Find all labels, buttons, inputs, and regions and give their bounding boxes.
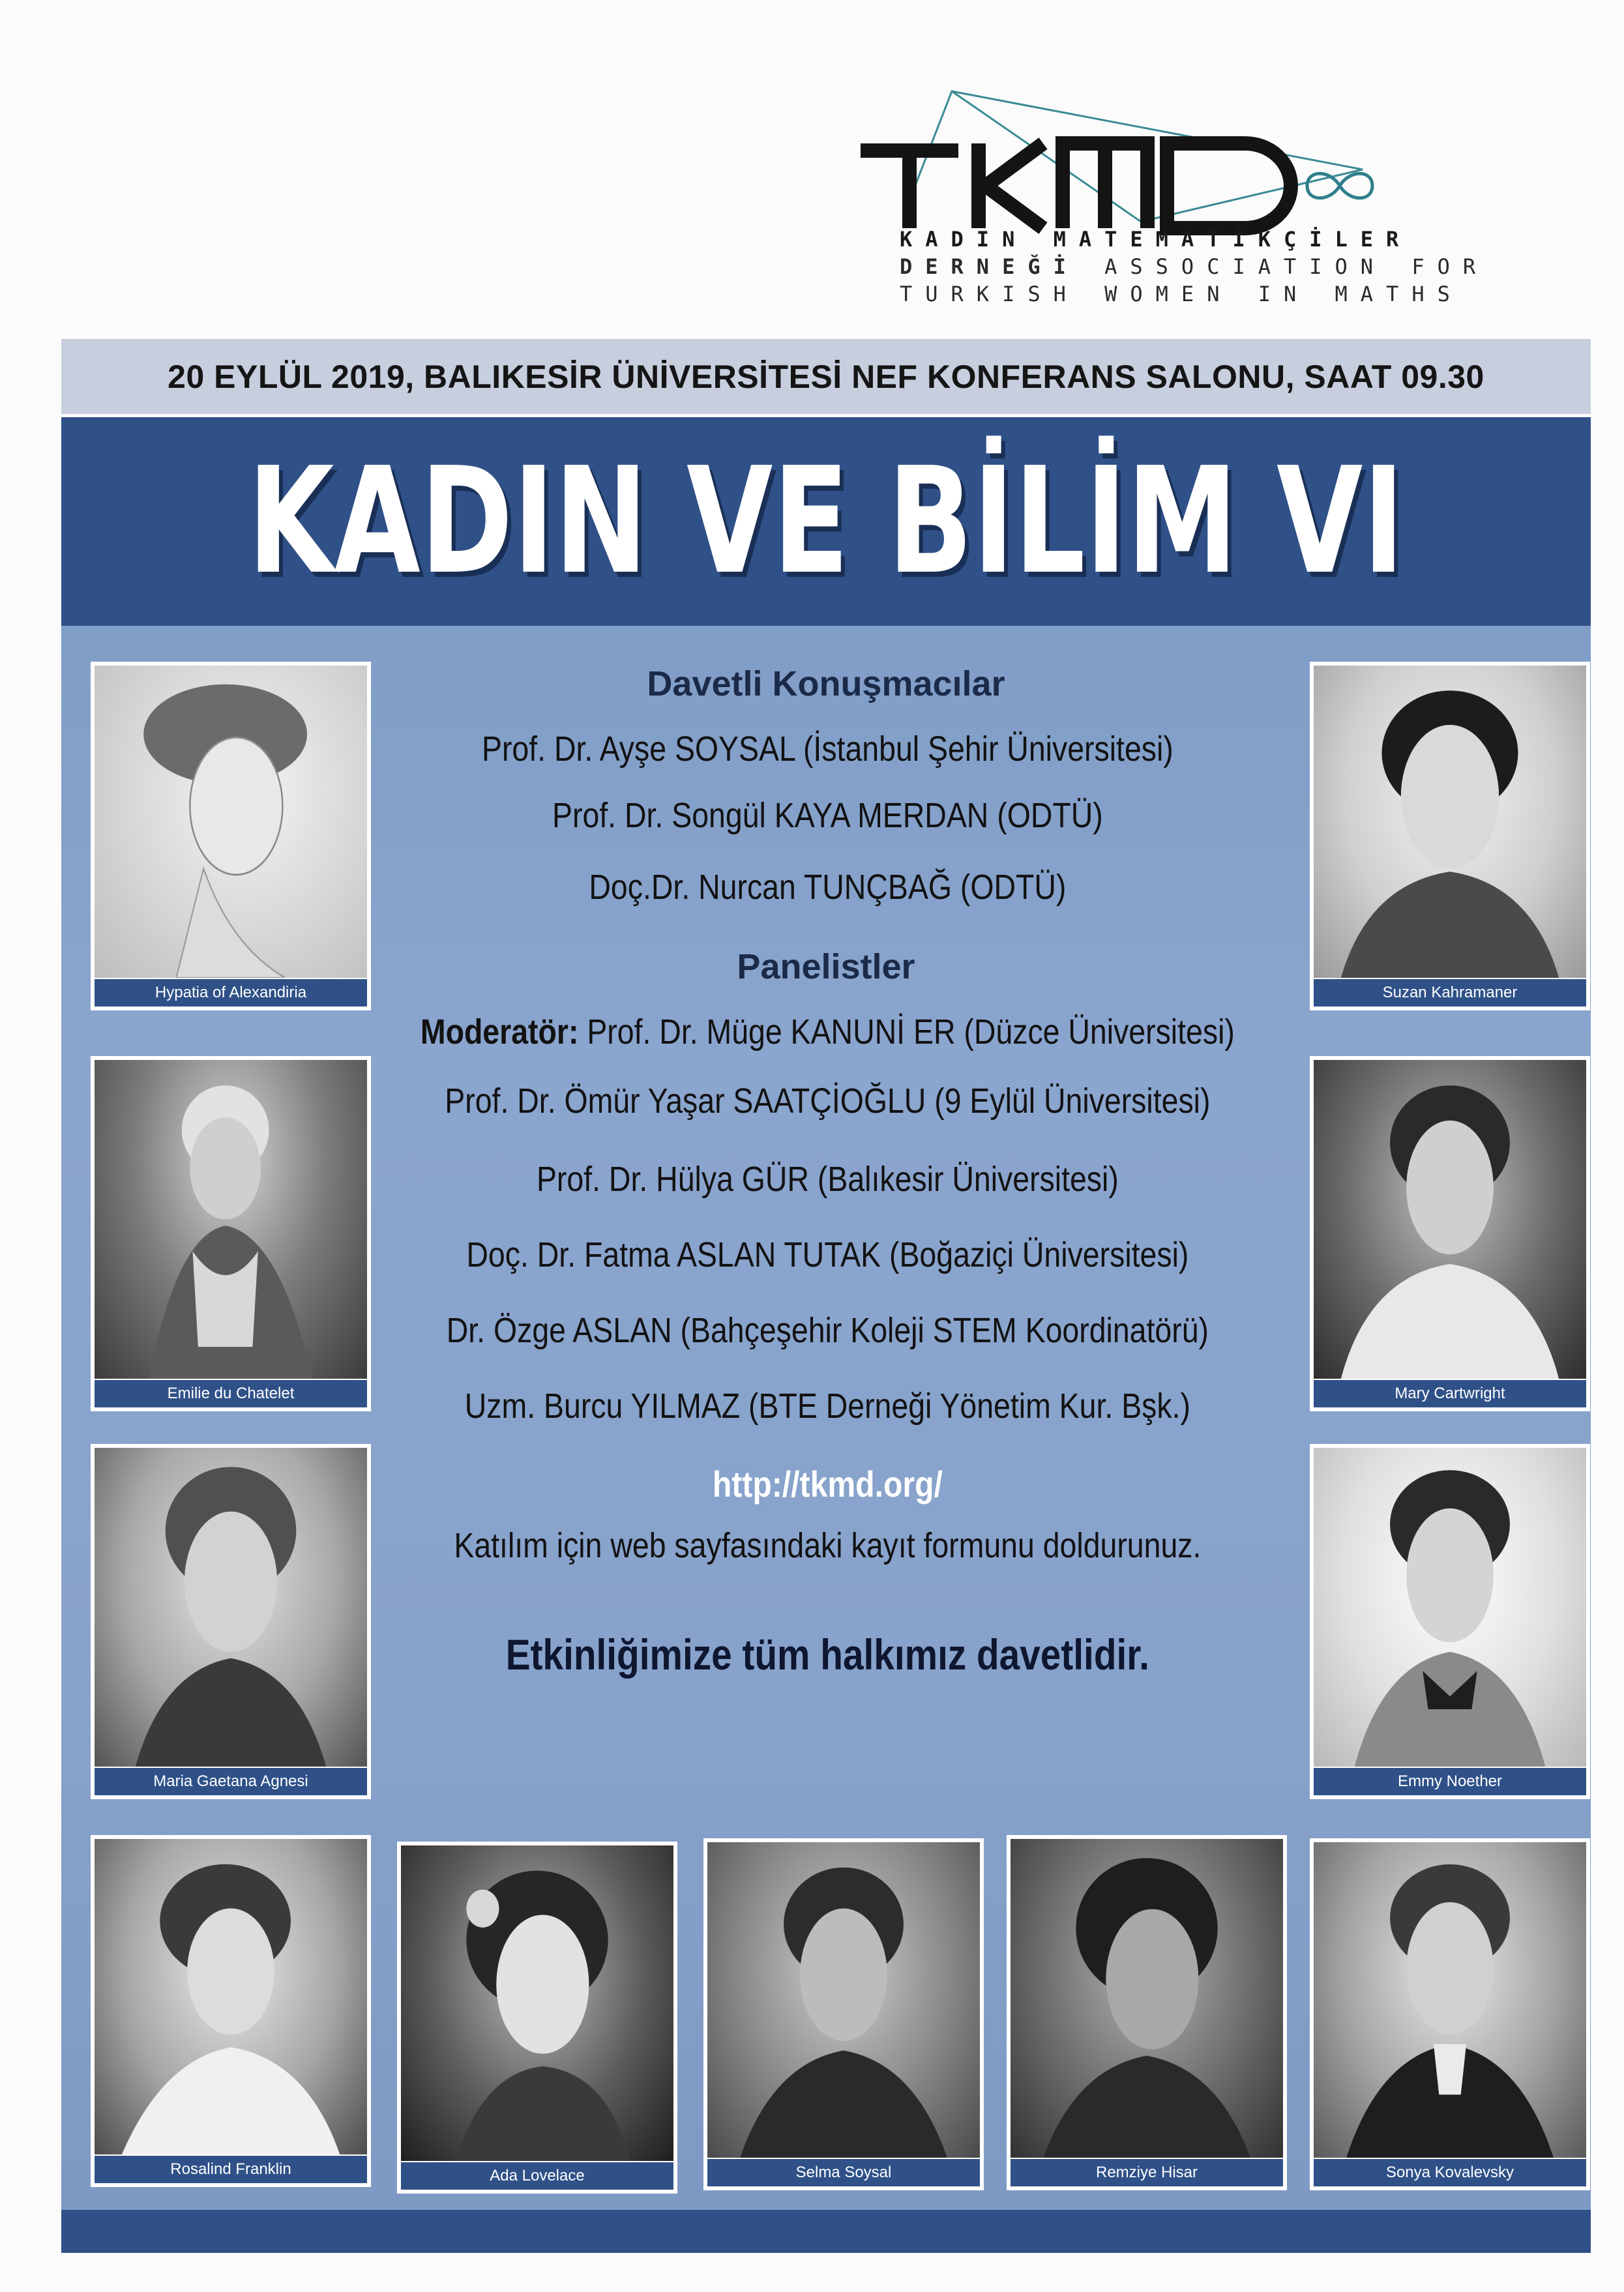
bottom-band [61,2210,1591,2253]
portrait-sonya [1310,1838,1590,2190]
portrait-caption: Emilie du Chatelet [95,1380,367,1407]
website-link[interactable]: http://tkmd.org/ [712,1463,943,1505]
logo-line-2a: DERNEĞİ [900,254,1079,279]
portrait-remziye [1007,1835,1287,2190]
title-band [61,417,1591,626]
portrait-photo [1011,1839,1283,2158]
portrait-lovelace [397,1842,677,2194]
portrait-selma [703,1838,984,2190]
portrait-caption: Remziye Hisar [1011,2159,1283,2186]
portrait-caption: Ada Lovelace [401,2162,673,2190]
event-date-bar: 20 EYLÜL 2019, BALIKESİR ÜNİVERSİTESİ NEF KONFERANS SALONU, SAAT 09.30 [61,339,1591,414]
logo-line-3: TURKISH WOMEN IN MATHS [900,282,1463,306]
portrait-photo [707,1842,980,2158]
logo-line-2 [900,254,1489,279]
panelist-item: Doç. Dr. Fatma ASLAN TUTAK (Boğaziçi Üniversitesi) [466,1235,1189,1274]
portrait-caption: Sonya Kovalevsky [1314,2159,1586,2186]
registration-note: Katılım için web sayfasındaki kayıt formunu doldurunuz. [454,1526,1202,1565]
portrait-photo [401,1845,673,2161]
speaker-item: Prof. Dr. Songül KAYA MERDAN (ODTÜ) [552,796,1103,835]
panelist-item: Prof. Dr. Hülya GÜR (Balıkesir Üniversitesi) [536,1160,1119,1199]
moderator-name: Prof. Dr. Müge KANUNİ ER (Düzce Üniversitesi) [587,1012,1235,1051]
moderator-label: Moderatör: [420,1012,579,1051]
portrait-photo [95,1839,367,2154]
panel-moderator [170,1012,1486,1052]
portrait-photo [1314,1842,1586,2158]
speaker-item: Doç.Dr. Nurcan TUNÇBAĞ (ODTÜ) [589,868,1067,907]
panelist-item: Uzm. Burcu YILMAZ (BTE Derneği Yönetim Kur. Bşk.) [464,1387,1190,1426]
portrait-caption: Rosalind Franklin [95,2156,367,2183]
portrait-caption: Suzan Kahramaner [1314,979,1586,1006]
portrait-caption: Maria Gaetana Agnesi [95,1768,367,1795]
panel-heading: Panelistler [737,947,915,986]
portrait-caption: Emmy Noether [1314,1768,1586,1795]
poster-body [61,417,1591,2253]
speaker-item: Prof. Dr. Ayşe SOYSAL (İstanbul Şehir Üniversitesi) [481,729,1174,769]
speakers-heading: Davetli Konuşmacılar [647,664,1005,703]
tkmd-logo [848,78,1489,313]
invitation-text: Etkinliğimize tüm halkımız davetlidir. [505,1630,1149,1679]
logo-line-2b: ASSOCIATION FOR [1104,254,1489,279]
event-title: KADIN VE BİLİM VI [248,436,1404,607]
panelist-item: Prof. Dr. Ömür Yaşar SAATÇİOĞLU (9 Eylül Üniversitesi) [445,1081,1211,1121]
portrait-caption: Mary Cartwright [1314,1380,1586,1407]
portrait-caption: Hypatia of Alexandiria [95,979,367,1006]
panelist-item: Dr. Özge ASLAN (Bahçeşehir Koleji STEM Koordinatörü) [446,1311,1209,1350]
portrait-caption: Selma Soysal [707,2159,980,2186]
logo-line-1: KADIN MATEMATİKÇİLER [900,227,1412,252]
portrait-franklin [91,1835,371,2187]
